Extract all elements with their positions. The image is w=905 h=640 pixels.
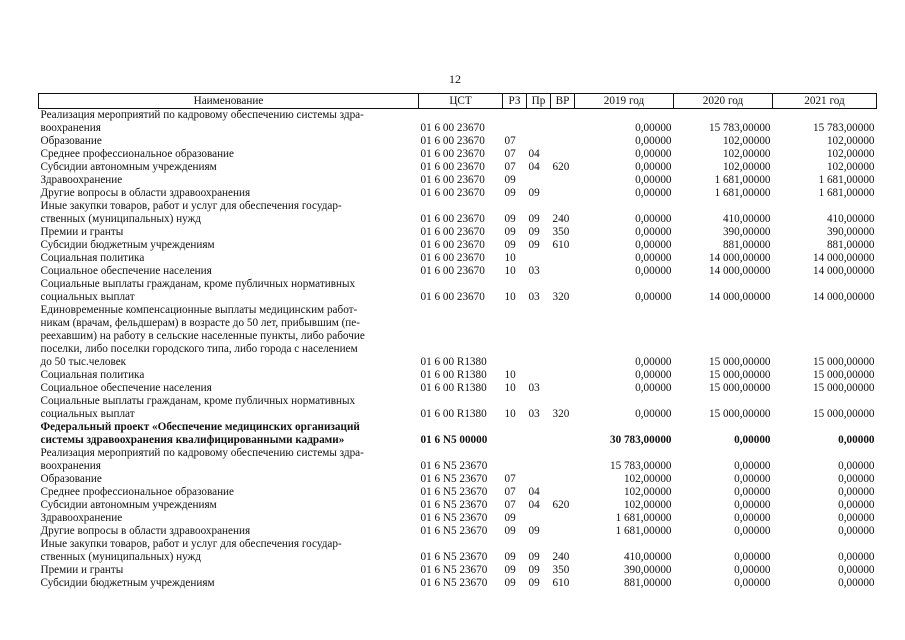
row-rz: 09 [504,239,516,251]
row-2021: 15 000,00000 [812,382,875,394]
row-rz: 07 [504,161,516,173]
table-row [39,577,877,590]
row-pr: 03 [528,408,540,420]
row-vr: 320 [552,408,570,420]
table-header [39,94,877,109]
row-2020: 0,00000 [734,512,771,524]
header-2020: 2020 год [674,94,773,109]
header-2021: 2021 год [773,94,877,109]
table-row [39,395,877,421]
row-2020: 0,00000 [734,460,771,472]
table-row [39,239,877,252]
row-2020: 15 000,00000 [708,382,771,394]
table-row [39,564,877,577]
row-2020: 0,00000 [734,434,771,446]
row-2019: 0,00000 [635,265,672,277]
row-2019: 0,00000 [635,356,672,368]
row-2020: 1 681,00000 [714,187,771,199]
row-2021: 0,00000 [838,473,875,485]
row-2021: 0,00000 [838,499,875,511]
row-name: Среднее профессиональное образование [40,148,235,160]
row-cst: 01 6 00 23670 [420,135,485,147]
row-vr: 240 [552,213,570,225]
row-2019: 102,00000 [623,473,672,485]
row-2020: 410,00000 [722,213,771,225]
row-2020: 14 000,00000 [708,265,771,277]
row-2021: 15 000,00000 [812,408,875,420]
row-name: Социальное обеспечение населения [40,382,212,394]
row-cst: 01 6 00 23670 [420,213,485,225]
row-cst: 01 6 00 R1380 [420,369,487,381]
table-row [39,538,877,564]
row-rz: 10 [504,408,516,420]
row-rz: 07 [504,473,516,485]
row-rz: 07 [504,486,516,498]
row-pr: 09 [528,187,540,199]
table-row [39,200,877,226]
row-2020: 15 000,00000 [708,369,771,381]
row-pr: 03 [528,291,540,303]
row-2019: 0,00000 [635,369,672,381]
row-2021: 14 000,00000 [812,252,875,264]
row-cst: 01 6 00 23670 [420,122,485,134]
row-rz: 09 [504,551,516,563]
row-name: Премии и гранты [40,226,124,238]
row-name: Среднее профессиональное образование [40,486,235,498]
row-vr: 350 [552,226,570,238]
row-pr: 03 [528,382,540,394]
row-vr [551,382,575,395]
row-cst: 01 6 N5 23670 [420,486,488,498]
row-name: Социальное обеспечение населения [40,265,212,277]
row-pr [527,109,551,136]
row-pr [527,135,551,148]
row-name: Социальные выплаты гражданам, кроме публичных нормативных социальных выплат [40,395,356,420]
budget-table [38,93,877,590]
row-2021: 881,00000 [826,239,875,251]
header-pr: Пр [527,94,551,109]
row-cst: 01 6 N5 23670 [420,525,488,537]
row-pr: 09 [528,564,540,576]
row-pr: 09 [528,213,540,225]
header-2019: 2019 год [575,94,674,109]
row-vr [551,174,575,187]
row-rz: 09 [504,213,516,225]
row-name: Социальная политика [40,369,145,381]
row-2020: 0,00000 [734,525,771,537]
row-2019: 0,00000 [635,122,672,134]
row-cst: 01 6 00 23670 [420,252,485,264]
table-row [39,109,877,136]
row-name: Иные закупки товаров, работ и услуг для обеспечения государ- ственных (муниципальных) нужд [40,538,342,563]
row-cst: 01 6 N5 00000 [420,434,488,446]
row-2020: 102,00000 [722,161,771,173]
row-cst: 01 6 00 23670 [420,148,485,160]
row-2019: 0,00000 [635,135,672,147]
row-2021: 102,00000 [826,161,875,173]
row-vr: 350 [552,564,570,576]
row-2020: 14 000,00000 [708,252,771,264]
row-rz [503,447,527,473]
row-2020: 15 000,00000 [708,408,771,420]
row-pr [527,369,551,382]
row-2021: 14 000,00000 [812,265,875,277]
row-rz: 10 [504,382,516,394]
row-rz: 10 [504,265,516,277]
row-cst: 01 6 N5 23670 [420,512,488,524]
row-name: Реализация мероприятий по кадровому обеспечению системы здра- воохранения [40,109,364,134]
row-2021: 0,00000 [838,512,875,524]
row-name: Образование [40,473,102,485]
row-rz: 07 [504,135,516,147]
row-rz [503,109,527,136]
row-vr [551,187,575,200]
row-pr: 04 [528,486,540,498]
row-2020: 390,00000 [722,226,771,238]
row-vr [551,304,575,369]
row-2021: 0,00000 [838,486,875,498]
row-2019: 102,00000 [623,499,672,511]
row-2019: 0,00000 [635,187,672,199]
row-vr [551,512,575,525]
row-2021: 14 000,00000 [812,291,875,303]
row-vr: 240 [552,551,570,563]
row-vr [551,109,575,136]
row-2021: 15 000,00000 [812,369,875,381]
row-2021: 15 783,00000 [812,122,875,134]
row-pr [527,252,551,265]
row-2020: 881,00000 [722,239,771,251]
row-name: Здравоохранение [40,174,123,186]
row-2021: 102,00000 [826,148,875,160]
row-cst: 01 6 00 23670 [420,174,485,186]
row-name: Другие вопросы в области здравоохранения [40,525,251,537]
row-name: Иные закупки товаров, работ и услуг для обеспечения государ- ственных (муниципальных) нужд [40,200,342,225]
row-name: Субсидии автономным учреждениям [40,161,217,173]
row-cst: 01 6 00 23670 [420,226,485,238]
row-rz: 09 [504,577,516,589]
row-2019: 881,00000 [623,577,672,589]
table-row [39,369,877,382]
row-vr: 620 [552,161,570,173]
row-2019: 0,00000 [635,226,672,238]
table-row [39,486,877,499]
row-2019: 15 783,00000 [609,460,672,472]
row-2020: 14 000,00000 [708,291,771,303]
row-pr [527,473,551,486]
row-cst: 01 6 00 23670 [420,187,485,199]
row-name: Реализация мероприятий по кадровому обеспечению системы здра- воохранения [40,447,364,472]
table-row [39,135,877,148]
row-vr [551,252,575,265]
row-2019: 0,00000 [635,408,672,420]
row-2021: 0,00000 [838,434,875,446]
table-row [39,499,877,512]
row-2020: 0,00000 [734,564,771,576]
row-name: Субсидии автономным учреждениям [40,499,217,511]
row-2019: 1 681,00000 [615,525,672,537]
row-2020: 0,00000 [734,499,771,511]
row-rz: 09 [504,226,516,238]
row-vr [551,486,575,499]
table-row [39,187,877,200]
row-2019: 0,00000 [635,382,672,394]
row-pr: 09 [528,551,540,563]
row-pr: 03 [528,265,540,277]
table-row [39,226,877,239]
row-name: Премии и гранты [40,564,124,576]
row-2021: 0,00000 [838,460,875,472]
row-cst: 01 6 N5 23670 [420,473,488,485]
row-rz: 10 [504,252,516,264]
row-cst: 01 6 N5 23670 [420,499,488,511]
row-cst: 01 6 N5 23670 [420,551,488,563]
row-cst: 01 6 00 R1380 [420,356,487,368]
row-rz [503,421,527,447]
page-number: 12 [449,72,461,86]
row-rz: 07 [504,148,516,160]
row-2020: 1 681,00000 [714,174,771,186]
row-vr: 610 [552,577,570,589]
row-name: Субсидии бюджетным учреждениям [40,239,215,251]
row-cst: 01 6 00 R1380 [420,408,487,420]
row-pr [527,512,551,525]
row-vr: 320 [552,291,570,303]
row-cst: 01 6 00 23670 [420,161,485,173]
row-2021: 0,00000 [838,525,875,537]
row-2021: 0,00000 [838,577,875,589]
row-2019: 0,00000 [635,174,672,186]
table-row [39,512,877,525]
row-pr [527,174,551,187]
row-pr: 04 [528,148,540,160]
row-cst: 01 6 00 23670 [420,239,485,251]
row-pr: 09 [528,577,540,589]
row-pr: 09 [528,226,540,238]
row-2021: 1 681,00000 [818,174,875,186]
row-2021: 1 681,00000 [818,187,875,199]
table-row [39,447,877,473]
row-2019: 0,00000 [635,213,672,225]
row-2021: 15 000,00000 [812,356,875,368]
header-vr: ВР [551,94,575,109]
row-rz: 09 [504,564,516,576]
row-vr [551,525,575,538]
table-row [39,174,877,187]
row-2019: 0,00000 [635,161,672,173]
row-pr: 09 [528,239,540,251]
row-2021: 410,00000 [826,213,875,225]
row-2020: 0,00000 [734,473,771,485]
row-cst: 01 6 N5 23670 [420,460,488,472]
row-name: Здравоохранение [40,512,123,524]
row-rz: 09 [504,512,516,524]
row-2020: 15 000,00000 [708,356,771,368]
row-2019: 0,00000 [635,252,672,264]
header-cst: ЦСТ [419,94,503,109]
table-row [39,161,877,174]
row-2019: 0,00000 [635,148,672,160]
row-pr: 04 [528,499,540,511]
row-2021: 0,00000 [838,551,875,563]
row-2019: 0,00000 [635,239,672,251]
row-name: Образование [40,135,102,147]
row-2019: 0,00000 [635,291,672,303]
row-vr [551,148,575,161]
row-2020: 15 783,00000 [708,122,771,134]
table-row [39,473,877,486]
row-2021: 102,00000 [826,135,875,147]
table-row [39,265,877,278]
table-row [39,252,877,265]
row-vr [551,473,575,486]
row-2019: 1 681,00000 [615,512,672,524]
row-vr: 620 [552,499,570,511]
table-row [39,278,877,304]
row-vr: 610 [552,239,570,251]
header-name: Наименование [39,94,419,109]
table-row [39,304,877,369]
row-vr [551,265,575,278]
row-pr: 09 [528,525,540,537]
row-pr [527,304,551,369]
row-2020: 0,00000 [734,486,771,498]
row-vr [551,135,575,148]
row-rz: 10 [504,369,516,381]
row-pr [527,421,551,447]
row-name: Социальные выплаты гражданам, кроме публичных нормативных социальных выплат [40,278,356,303]
row-name: Единовременные компенсационные выплаты медицинским работ- никам (врачам, фельдшерам) в возрасте до 50 лет, прибывшим (пе- реехавшим) на работу в сельские населенные пункты, либо рабочие поселки, либо поселки городского типа, либо города с населением до 50 тыс.человек [40,304,365,368]
table-body [39,109,877,591]
row-2020: 102,00000 [722,148,771,160]
row-rz: 09 [504,187,516,199]
row-cst: 01 6 00 R1380 [420,382,487,394]
row-pr [527,447,551,473]
table-row [39,148,877,161]
row-2019: 102,00000 [623,486,672,498]
row-2021: 390,00000 [826,226,875,238]
row-pr: 04 [528,161,540,173]
row-name: Социальная политика [40,252,145,264]
row-cst: 01 6 00 23670 [420,291,485,303]
row-vr [551,447,575,473]
row-name: Субсидии бюджетным учреждениям [40,577,215,589]
row-cst: 01 6 N5 23670 [420,577,488,589]
header-rz: РЗ [503,94,527,109]
table-row [39,525,877,538]
row-rz: 07 [504,499,516,511]
row-2019: 390,00000 [623,564,672,576]
row-vr [551,421,575,447]
row-2020: 0,00000 [734,551,771,563]
row-2020: 0,00000 [734,577,771,589]
row-2020: 102,00000 [722,135,771,147]
row-name: Федеральный проект «Обеспечение медицинских организаций системы здравоохранения квалифицированными кадрами» [40,421,360,446]
row-rz [503,304,527,369]
row-cst: 01 6 N5 23670 [420,564,488,576]
row-2019: 30 783,00000 [609,434,672,446]
row-2019: 410,00000 [623,551,672,563]
row-vr [551,369,575,382]
row-2021: 0,00000 [838,564,875,576]
row-rz: 10 [504,291,516,303]
row-name: Другие вопросы в области здравоохранения [40,187,251,199]
table-row [39,382,877,395]
row-rz: 09 [504,174,516,186]
table-row [39,421,877,447]
row-rz: 09 [504,525,516,537]
row-cst: 01 6 00 23670 [420,265,485,277]
